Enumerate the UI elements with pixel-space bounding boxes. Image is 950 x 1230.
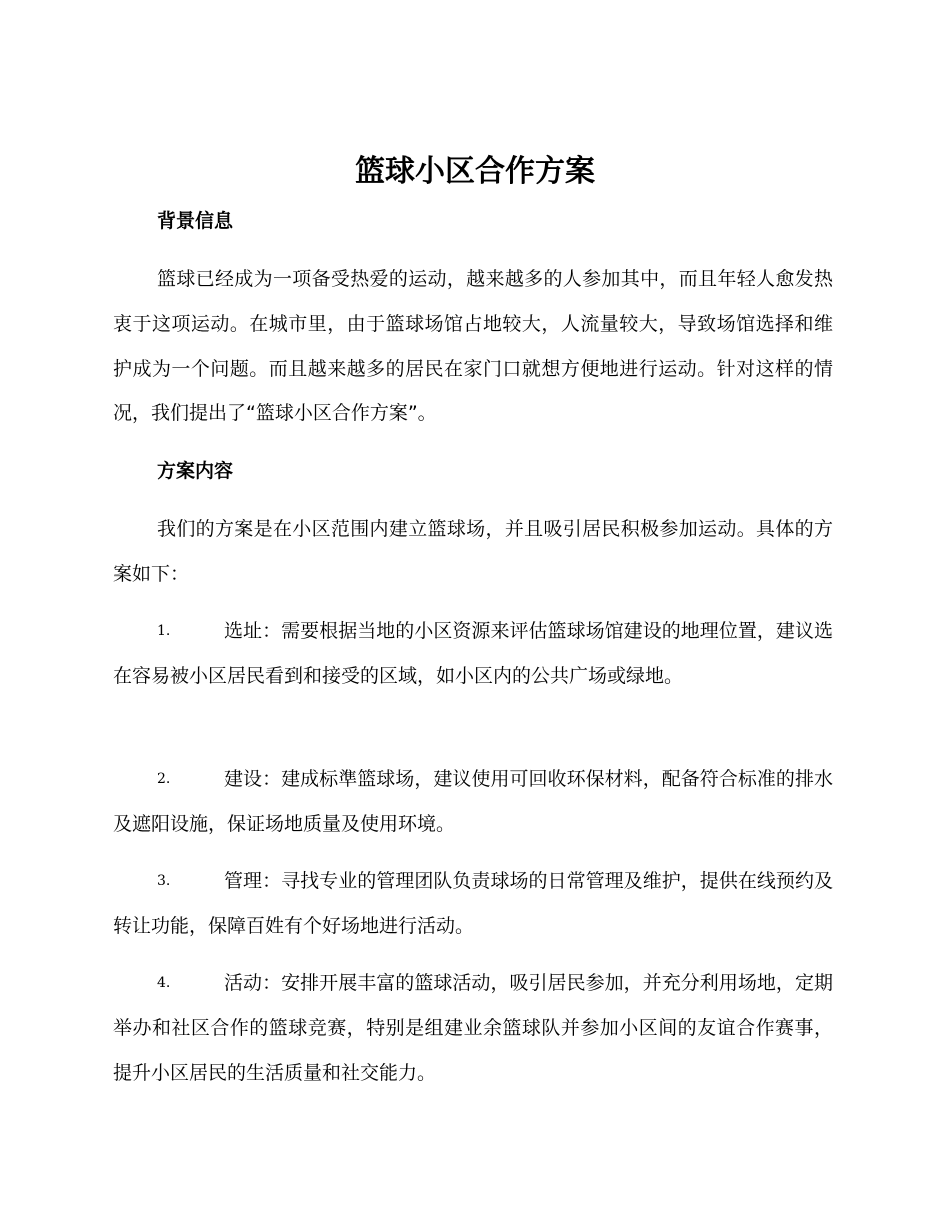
section-heading-plan: 方案内容 <box>157 460 234 482</box>
list-item-number: 3. <box>157 873 171 889</box>
list-item-number: 1. <box>157 623 171 639</box>
list-item-number: 4. <box>157 975 171 991</box>
list-item <box>113 859 833 949</box>
list-item <box>113 757 833 847</box>
list-item-number: 2. <box>157 771 171 787</box>
list-item-text: 选址：需要根据当地的小区资源来评估篮球场馆建设的地理位置，建议选在容易被小区居民看到和接受的区域，如小区内的公共广场或绿地。 <box>113 620 833 687</box>
list-item-text: 建设：建成标準篮球场，建议使用可回收环保材料，配备符合标准的排水及遮阳设施，保证场地质量及使用环境。 <box>113 768 833 835</box>
section-heading-background: 背景信息 <box>157 210 234 232</box>
list-item-text: 活动：安排开展丰富的篮球活动，吸引居民参加，并充分利用场地，定期举办和社区合作的篮球竞赛，特别是组建业余篮球队并参加小区间的友谊合作赛事，提升小区居民的生活质量和社交能力。 <box>113 972 833 1084</box>
document-title: 篮球小区合作方案 <box>355 154 595 189</box>
plan-intro-paragraph: 我们的方案是在小区范围内建立篮球场，并且吸引居民积极参加运动。具体的方案如下： <box>113 518 833 585</box>
list-item <box>113 961 833 1095</box>
list-item <box>113 609 833 699</box>
list-item-text: 管理：寻找专业的管理团队负责球场的日常管理及维护，提供在线预约及转让功能，保障百姓有个好场地进行活动。 <box>113 870 833 937</box>
background-paragraph: 篮球已经成为一项备受热爱的运动，越来越多的人参加其中，而且年轻人愈发热衷于这项运动。在城市里，由于篮球场馆占地较大，人流量较大，导致场馆选择和维护成为一个问题。而且越来越多的居民在家门口就想方便地进行运动。针对这样的情况，我们提出了“篮球小区合作方案”。 <box>113 268 833 425</box>
